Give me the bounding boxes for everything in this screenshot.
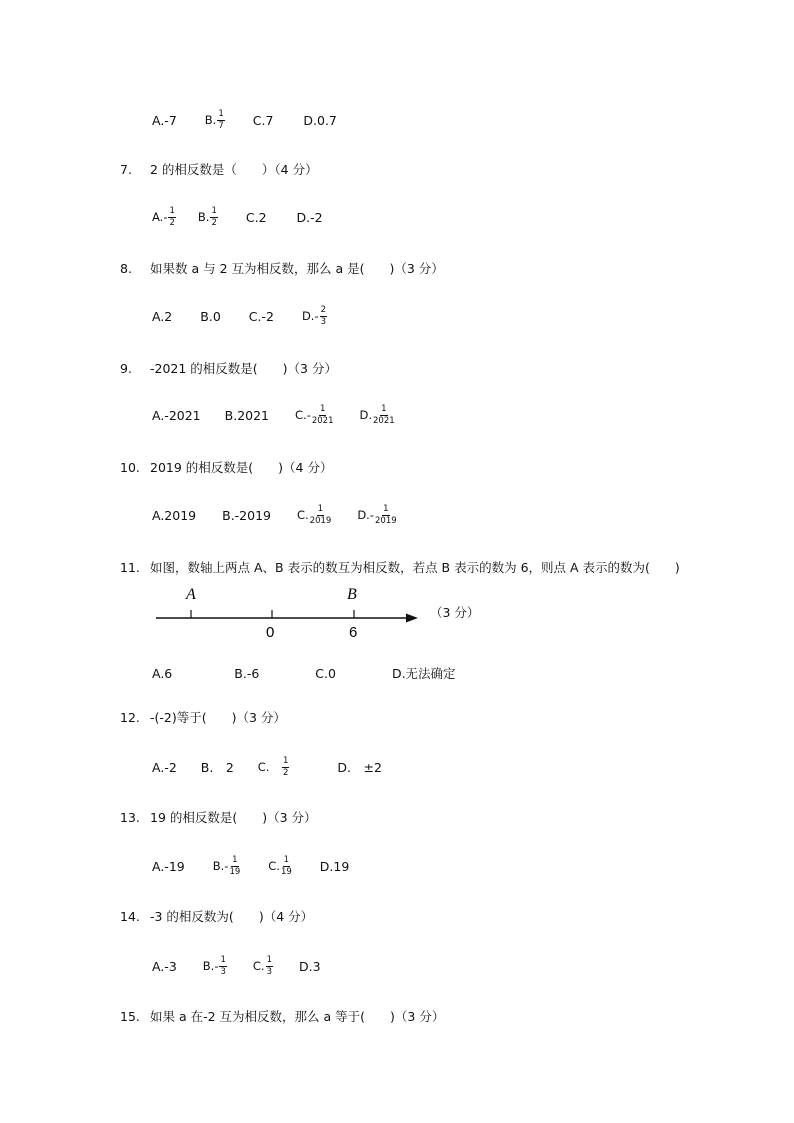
question-number: 11. bbox=[120, 560, 140, 575]
question-number: 13. bbox=[120, 810, 140, 825]
options-row-7 bbox=[152, 207, 323, 227]
option-c[interactable] bbox=[295, 405, 333, 425]
denominator: 2021 bbox=[373, 415, 395, 426]
fraction bbox=[312, 405, 334, 425]
question-text: -2021 的相反数是( )（3 分） bbox=[150, 361, 337, 376]
denominator: 19 bbox=[229, 866, 241, 877]
numerator: 2 bbox=[320, 305, 327, 315]
denominator: 2 bbox=[211, 217, 217, 228]
option-a[interactable]: A.-2021 bbox=[152, 407, 201, 423]
option-c[interactable]: C.-2 bbox=[248, 308, 274, 324]
option-d[interactable]: D. ±2 bbox=[337, 760, 382, 775]
option-c[interactable] bbox=[258, 757, 290, 777]
question-text: 如图，数轴上两点 A、B 表示的数互为相反数，若点 B 表示的数为 6，则点 A 表示的数为( ) bbox=[150, 560, 680, 575]
option-c[interactable]: C.2 bbox=[245, 209, 267, 225]
option-a[interactable]: A.-2 bbox=[152, 759, 177, 775]
denominator: 2019 bbox=[309, 515, 332, 526]
option-d[interactable] bbox=[302, 306, 327, 326]
option-b[interactable]: B.-6 bbox=[234, 665, 260, 681]
fraction bbox=[229, 856, 240, 876]
option-prefix: C. bbox=[268, 859, 280, 873]
denominator: 2021 bbox=[311, 415, 334, 426]
question-11 bbox=[120, 558, 680, 576]
fraction bbox=[310, 505, 332, 525]
fraction bbox=[282, 757, 289, 777]
numerator: 1 bbox=[282, 756, 289, 766]
option-prefix: D.- bbox=[301, 309, 319, 323]
option-prefix: D.- bbox=[357, 508, 374, 522]
question-text: 2 的相反数是（ ）（4 分） bbox=[150, 162, 318, 177]
option-c[interactable] bbox=[253, 956, 273, 976]
options-row-13 bbox=[152, 856, 349, 876]
option-c[interactable]: C.7 bbox=[252, 112, 274, 128]
denominator: 2019 bbox=[375, 515, 397, 526]
fraction bbox=[210, 207, 217, 227]
denominator: 19 bbox=[280, 866, 292, 877]
question-8 bbox=[120, 259, 444, 277]
numerator: 1 bbox=[319, 404, 326, 414]
numerator: 1 bbox=[317, 504, 324, 514]
fraction bbox=[320, 306, 327, 326]
options-row-prev bbox=[152, 110, 337, 130]
numerator: 1 bbox=[232, 855, 238, 865]
numerator: 1 bbox=[218, 109, 224, 119]
question-14 bbox=[120, 907, 313, 925]
option-d[interactable]: D.0.7 bbox=[303, 112, 337, 128]
option-a[interactable]: A.-3 bbox=[152, 958, 177, 974]
denominator: 3 bbox=[220, 966, 226, 977]
option-b[interactable] bbox=[198, 207, 218, 227]
fraction bbox=[375, 505, 397, 525]
option-prefix: D. bbox=[359, 408, 373, 422]
point-b-label: B bbox=[347, 586, 357, 603]
option-d[interactable] bbox=[360, 405, 395, 425]
option-a[interactable]: A.-19 bbox=[152, 858, 185, 874]
question-11-score: （3 分） bbox=[430, 605, 480, 620]
denominator: 7 bbox=[218, 120, 224, 131]
options-row-11 bbox=[152, 664, 456, 682]
options-row-10 bbox=[152, 505, 397, 525]
question-text: -3 的相反数为( )（4 分） bbox=[150, 909, 314, 924]
option-b[interactable]: B. 2 bbox=[200, 760, 234, 775]
fraction bbox=[219, 956, 226, 976]
option-prefix: C. bbox=[297, 508, 309, 522]
option-b[interactable] bbox=[213, 856, 241, 876]
question-number: 14. bbox=[120, 909, 140, 924]
numerator: 1 bbox=[381, 404, 387, 414]
option-c[interactable] bbox=[297, 505, 331, 525]
option-a[interactable]: A.-7 bbox=[152, 112, 177, 128]
denominator: 3 bbox=[266, 966, 273, 977]
option-a[interactable]: A.2019 bbox=[152, 507, 197, 523]
denominator: 2 bbox=[169, 217, 175, 228]
option-d[interactable]: D.3 bbox=[299, 958, 321, 974]
numerator: 1 bbox=[266, 955, 273, 965]
question-text: -(-2)等于( )（3 分） bbox=[150, 710, 286, 725]
question-13 bbox=[120, 808, 317, 826]
fraction bbox=[281, 856, 292, 876]
fraction bbox=[217, 110, 224, 130]
option-prefix: A.- bbox=[152, 210, 168, 224]
question-text: 如果数 a 与 2 互为相反数，那么 a 是( )（3 分） bbox=[150, 261, 444, 276]
options-row-9 bbox=[152, 405, 395, 425]
question-number: 8. bbox=[120, 261, 132, 276]
numerator: 1 bbox=[383, 504, 389, 514]
fraction bbox=[168, 207, 175, 227]
option-a[interactable]: A.2 bbox=[152, 308, 173, 324]
numerator: 1 bbox=[211, 206, 217, 216]
option-b[interactable] bbox=[203, 956, 227, 976]
question-text: 如果 a 在-2 互为相反数，那么 a 等于( )（3 分） bbox=[150, 1009, 445, 1024]
option-c[interactable] bbox=[268, 856, 292, 876]
fraction bbox=[266, 956, 273, 976]
six-label: 6 bbox=[349, 624, 358, 640]
question-15 bbox=[120, 1007, 444, 1025]
numerator: 1 bbox=[283, 855, 290, 865]
question-7 bbox=[120, 160, 318, 178]
option-b[interactable]: B.2021 bbox=[224, 407, 270, 423]
option-b[interactable] bbox=[205, 110, 225, 130]
question-number: 10. bbox=[120, 460, 140, 475]
denominator: 2 bbox=[282, 767, 289, 778]
options-row-14 bbox=[152, 956, 321, 976]
question-10 bbox=[120, 458, 332, 476]
option-d[interactable]: D.-2 bbox=[296, 209, 323, 225]
numerator: 1 bbox=[169, 206, 175, 216]
option-prefix: B.- bbox=[212, 859, 229, 873]
option-b[interactable]: B.0 bbox=[200, 308, 221, 324]
option-d[interactable]: D.无法确定 bbox=[391, 666, 456, 681]
option-prefix: C.- bbox=[295, 408, 311, 422]
question-9 bbox=[120, 359, 337, 377]
fraction bbox=[373, 405, 395, 425]
options-row-12 bbox=[152, 757, 382, 777]
question-number: 12. bbox=[120, 710, 140, 725]
option-prefix: C. bbox=[257, 760, 281, 774]
question-number: 7. bbox=[120, 162, 132, 177]
option-prefix: B.- bbox=[202, 959, 219, 973]
option-prefix: B. bbox=[204, 113, 217, 127]
question-number: 15. bbox=[120, 1009, 140, 1024]
question-text: 2019 的相反数是( )（4 分） bbox=[150, 460, 333, 475]
options-row-8 bbox=[152, 306, 327, 326]
point-a-label: A bbox=[186, 586, 196, 603]
question-12 bbox=[120, 708, 286, 726]
option-prefix: C. bbox=[252, 959, 265, 973]
option-d[interactable] bbox=[357, 505, 396, 525]
option-d[interactable]: D.19 bbox=[319, 858, 350, 874]
numerator: 1 bbox=[220, 955, 226, 965]
option-a[interactable]: A.6 bbox=[152, 665, 173, 681]
zero-label: 0 bbox=[266, 624, 275, 640]
option-c[interactable]: C.0 bbox=[315, 665, 336, 681]
axis-arrow-icon bbox=[406, 614, 418, 623]
denominator: 3 bbox=[320, 316, 327, 327]
question-text: 19 的相反数是( )（3 分） bbox=[150, 810, 317, 825]
option-prefix: B. bbox=[197, 210, 210, 224]
option-a[interactable] bbox=[152, 207, 176, 227]
question-number: 9. bbox=[120, 361, 132, 376]
option-b[interactable]: B.-2019 bbox=[222, 507, 271, 523]
